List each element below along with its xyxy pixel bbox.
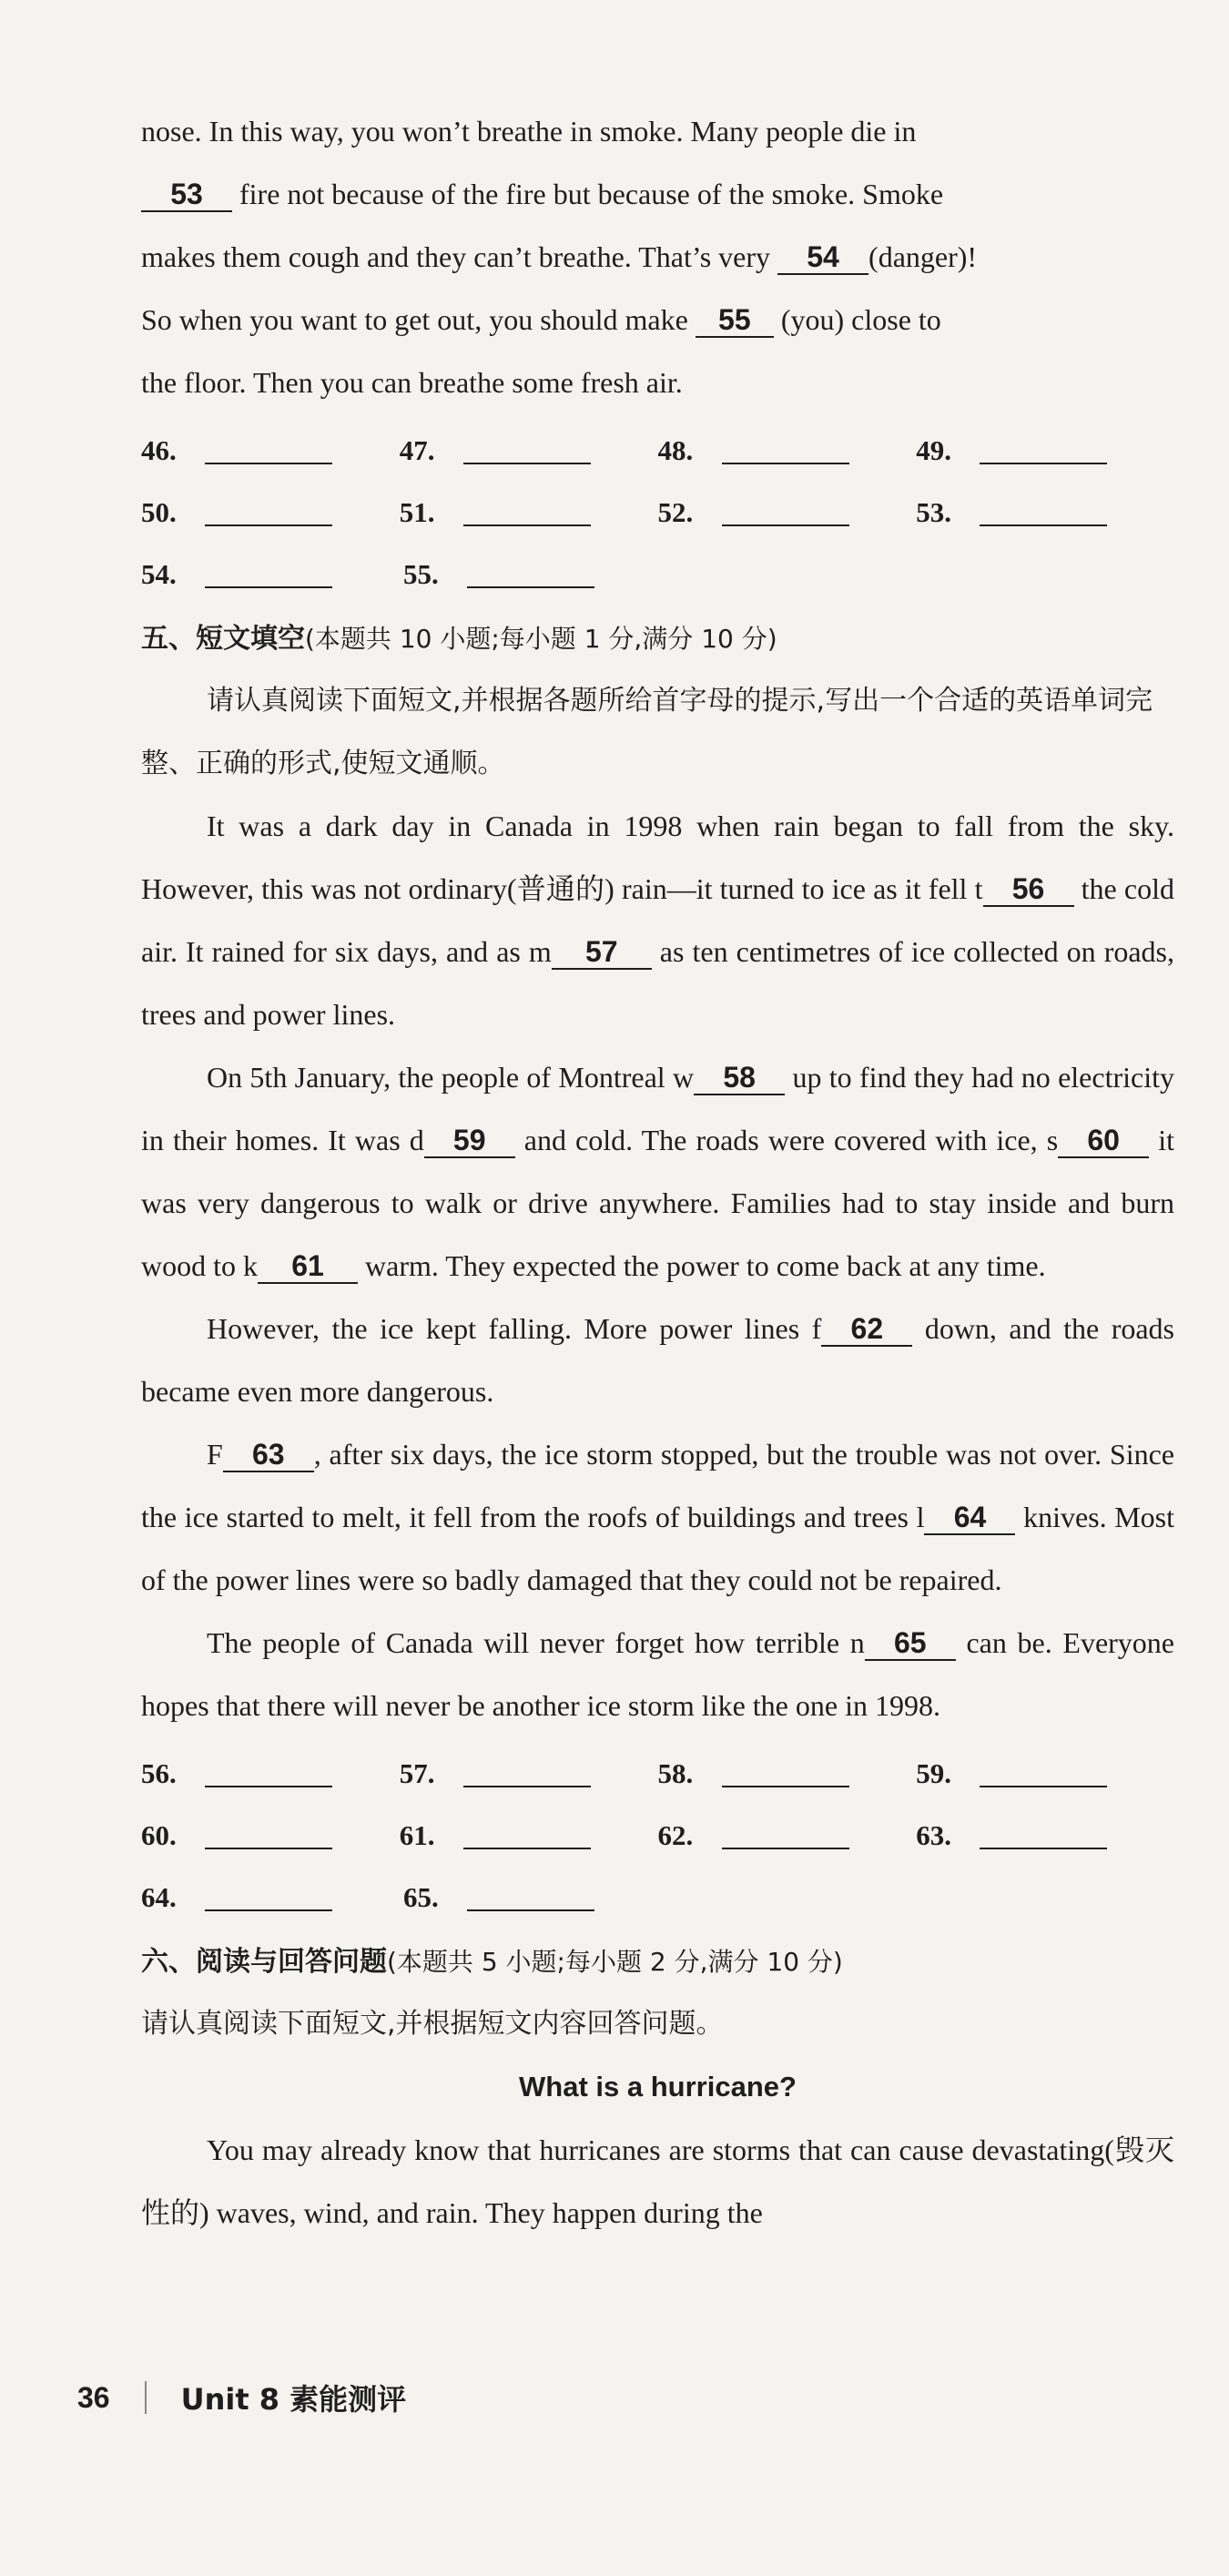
- section-note: (本题共 5 小题;每小题 2 分,满分 10 分): [387, 1947, 843, 1977]
- answer-number: 62.: [657, 1819, 694, 1851]
- answer-item[interactable]: [400, 434, 658, 467]
- answer-item[interactable]: [141, 496, 400, 529]
- text: On 5th January, the people of Montreal w: [207, 1061, 695, 1094]
- answer-number: 48.: [657, 434, 694, 466]
- answer-number: 52.: [657, 496, 694, 528]
- text: the cold air. It rained for six days, and as m: [141, 872, 1174, 968]
- footer-divider: [145, 2381, 147, 2414]
- text: However, the ice kept falling. More power lines f: [207, 1312, 822, 1345]
- passage-2-paragraph-4: [141, 1423, 1174, 1612]
- section-title: 六、阅读与回答问题: [141, 1946, 387, 1978]
- answer-number: 58.: [657, 1757, 694, 1789]
- answer-line[interactable]: [463, 1822, 591, 1849]
- text: makes them cough and they can’t breathe. That’s very: [141, 240, 771, 273]
- answer-number: 54.: [141, 558, 177, 590]
- answer-line[interactable]: [463, 499, 591, 526]
- answer-line[interactable]: [467, 561, 594, 588]
- text: up to find they had no electricity in their homes. It was d: [141, 1061, 1175, 1156]
- text: it was very dangerous to walk or drive anywhere. Families had to stay inside and burn wood to k: [141, 1124, 1175, 1282]
- text: the floor. Then you can breathe some fresh air.: [141, 366, 683, 399]
- blank-62[interactable]: 62: [821, 1312, 912, 1347]
- passage-3-paragraph-1: You may already know that hurricanes are storms that can cause devastating(毁灭性的) waves, wind, and rain. They happen during the: [141, 2133, 1174, 2229]
- answer-number: 50.: [141, 496, 177, 528]
- blank-61[interactable]: 61: [258, 1249, 358, 1284]
- answer-item[interactable]: [141, 434, 400, 467]
- page-footer: [77, 2377, 406, 2418]
- blank-59[interactable]: 59: [424, 1124, 515, 1158]
- blank-56[interactable]: 56: [983, 872, 1074, 907]
- answer-line[interactable]: [205, 561, 332, 588]
- blank-58[interactable]: 58: [694, 1061, 785, 1095]
- unit-label: Unit 8 素能测评: [180, 2382, 407, 2417]
- blank-54[interactable]: 54: [777, 240, 868, 275]
- answer-line[interactable]: [722, 499, 849, 526]
- blank-57[interactable]: 57: [552, 935, 652, 970]
- answer-item[interactable]: [658, 1819, 917, 1852]
- answer-grid-46-55: [141, 420, 1174, 606]
- blank-63[interactable]: 63: [223, 1438, 314, 1472]
- answer-line[interactable]: [205, 437, 332, 464]
- answer-grid-56-65: [141, 1743, 1174, 1929]
- answer-item[interactable]: [916, 496, 1174, 529]
- text: knives. Most of the power lines were so badly damaged that they could not be repaired.: [141, 1501, 1175, 1596]
- answer-item[interactable]: [658, 496, 917, 529]
- answer-item[interactable]: [916, 1757, 1174, 1790]
- answer-line[interactable]: [722, 1822, 849, 1849]
- text: , after six days, the ice storm stopped, but the trouble was not over. Since the ice started to melt, it fell from the roofs of buildings and trees l: [141, 1438, 1174, 1533]
- answer-item[interactable]: [141, 1757, 400, 1790]
- answer-item[interactable]: [141, 1819, 400, 1852]
- blank-65[interactable]: 65: [865, 1626, 956, 1661]
- answer-row: [141, 1743, 1174, 1805]
- blank-55[interactable]: 55: [696, 303, 774, 338]
- answer-number: 61.: [399, 1819, 435, 1851]
- answer-number: 60.: [141, 1819, 177, 1851]
- answer-line[interactable]: [980, 499, 1107, 526]
- passage-2-paragraph-2: [141, 1046, 1174, 1298]
- text: can be. Everyone hopes that there will never be another ice storm like the one in 1998.: [141, 1626, 1175, 1722]
- text: (danger)!: [868, 240, 978, 273]
- answer-item[interactable]: [400, 496, 658, 529]
- answer-number: 56.: [141, 1757, 177, 1789]
- blank-53[interactable]: 53: [141, 178, 232, 212]
- answer-line[interactable]: [205, 499, 332, 526]
- answer-item[interactable]: [658, 1757, 917, 1790]
- blank-60[interactable]: 60: [1058, 1124, 1149, 1158]
- answer-line[interactable]: [467, 1884, 594, 1911]
- text: The people of Canada will never forget how terrible n: [207, 1626, 865, 1659]
- answer-item[interactable]: [400, 1819, 658, 1852]
- answer-number: 53.: [916, 496, 951, 528]
- section-note: (本题共 10 小题;每小题 1 分,满分 10 分): [305, 624, 777, 654]
- answer-number: 63.: [916, 1819, 951, 1851]
- answer-line[interactable]: [205, 1760, 332, 1787]
- passage-1-tail: [141, 100, 1174, 414]
- text: down, and the roads became even more dangerous.: [141, 1312, 1175, 1408]
- answer-number: 57.: [399, 1757, 435, 1789]
- answer-line[interactable]: [980, 437, 1107, 464]
- text: and cold. The roads were covered with ice, s: [514, 1124, 1059, 1156]
- text: as ten centimetres of ice collected on roads, trees and power lines.: [141, 935, 1174, 1031]
- answer-number: 46.: [141, 434, 177, 466]
- answer-row: [141, 544, 1174, 606]
- text: F: [207, 1438, 223, 1471]
- answer-number: 59.: [916, 1757, 951, 1789]
- text: So when you want to get out, you should make: [141, 303, 688, 336]
- answer-item[interactable]: [403, 558, 665, 591]
- section-5-heading: [141, 609, 1174, 669]
- answer-item[interactable]: [141, 558, 403, 591]
- section-title: 五、短文填空: [141, 623, 305, 655]
- answer-row: [141, 482, 1174, 544]
- answer-number: 49.: [916, 434, 951, 466]
- answer-item[interactable]: [658, 434, 917, 467]
- answer-row: [141, 1805, 1174, 1867]
- page-number: 36: [77, 2380, 110, 2414]
- blank-64[interactable]: 64: [924, 1501, 1015, 1535]
- answer-line[interactable]: [205, 1822, 332, 1849]
- answer-line[interactable]: [980, 1760, 1107, 1787]
- text: nose. In this way, you won’t breathe in smoke. Many people die in: [141, 115, 917, 148]
- text: fire not because of the fire but because of the smoke. Smoke: [239, 178, 944, 210]
- answer-number: 51.: [399, 496, 435, 528]
- section-6-instruction: 请认真阅读下面短文,并根据短文内容回答问题。: [141, 2008, 724, 2040]
- answer-line[interactable]: [980, 1822, 1107, 1849]
- answer-item[interactable]: [141, 1881, 403, 1914]
- passage-2-paragraph-1: [141, 795, 1174, 1046]
- section-6-heading: [141, 1932, 1174, 1992]
- answer-number: 64.: [141, 1881, 177, 1913]
- answer-line[interactable]: [205, 1884, 332, 1911]
- answer-number: 55.: [403, 558, 439, 590]
- section-5-instruction: 请认真阅读下面短文,并根据各题所给首字母的提示,写出一个合适的英语单词完整、正确的形式,使短文通顺。: [141, 685, 1153, 779]
- answer-item[interactable]: [916, 1819, 1174, 1852]
- passage-2-paragraph-5: [141, 1612, 1174, 1737]
- text: It was a dark day in Canada in 1998 when rain began to fall from the sky. However, this was not ordinary(普通的) rain—it turned to ice as it fell t: [141, 809, 1174, 905]
- answer-item[interactable]: [916, 434, 1174, 467]
- answer-line[interactable]: [722, 437, 849, 464]
- answer-item[interactable]: [400, 1757, 658, 1790]
- answer-row: [141, 1867, 1174, 1929]
- answer-number: 47.: [399, 434, 435, 466]
- answer-number: 65.: [403, 1881, 439, 1913]
- page-content: [141, 100, 1174, 2245]
- answer-row: [141, 420, 1174, 482]
- text: warm. They expected the power to come back at any time.: [358, 1249, 1046, 1282]
- answer-line[interactable]: [722, 1760, 849, 1787]
- passage-3-title: What is a hurricane?: [519, 2071, 797, 2103]
- answer-line[interactable]: [463, 1760, 591, 1787]
- passage-2-paragraph-3: [141, 1298, 1174, 1423]
- answer-item[interactable]: [403, 1881, 665, 1914]
- answer-line[interactable]: [463, 437, 591, 464]
- text: (you) close to: [780, 303, 941, 336]
